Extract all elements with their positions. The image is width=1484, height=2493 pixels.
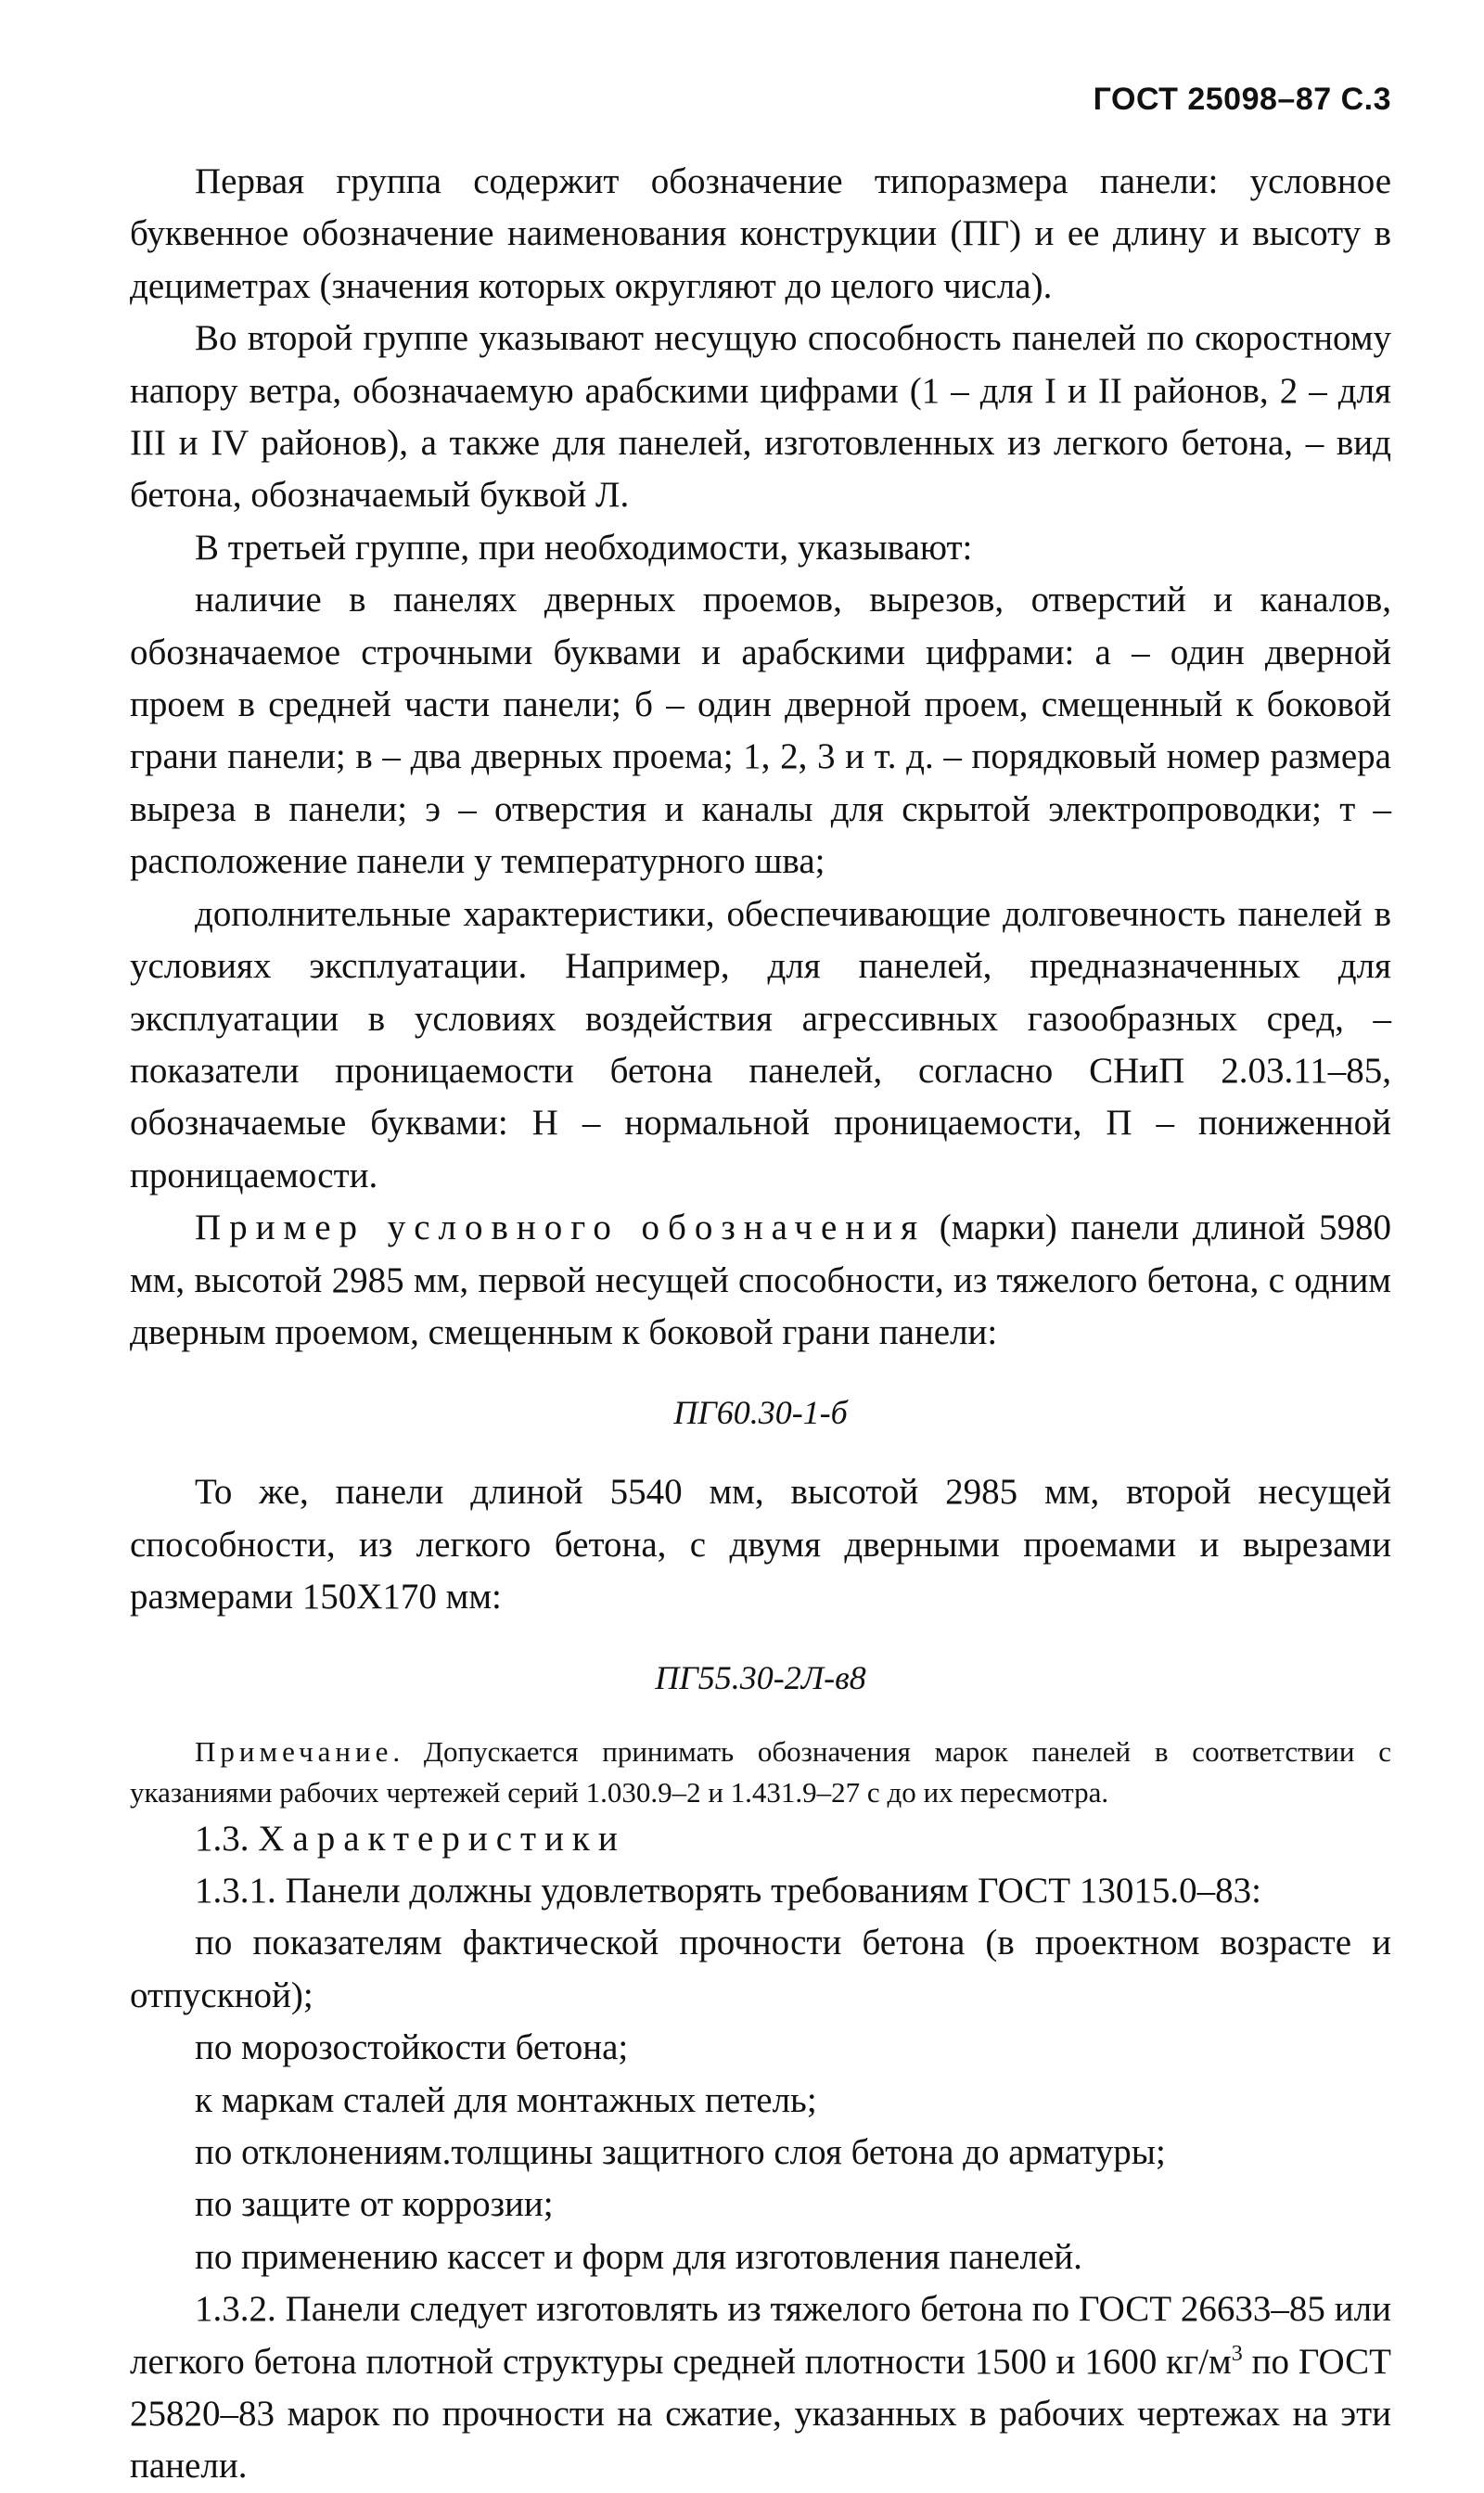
paragraph-1-3-2-part-b: по ГОСТ 25820–83 марок по прочности на сжатие, указанных в рабочих чертежах на эти панели.	[130, 2341, 1391, 2487]
list-item-frost: по морозостойкости бетона;	[195, 2027, 629, 2068]
paragraph-1-3-2	[130, 2283, 1391, 2493]
paragraph-1-3-2-part-a: 1.3.2. Панели следует изготовлять из тяжелого бетона по ГОСТ 26633–85 или легкого бетона плотной структуры средней плотности 1500 и 1600 кг/м	[130, 2289, 1391, 2382]
page-header: ГОСТ 25098–87 С.3	[1093, 82, 1391, 117]
list-item-strength: по показателям фактической прочности бетона (в проектном возрасте и отпускной);	[130, 1923, 1391, 2015]
note	[130, 1732, 1391, 1813]
document-body	[130, 156, 1391, 2493]
note-text: . Допускается принимать обозначения марок панелей в соответствии с указаниями рабочих чертежей серий 1.030.9–2 и 1.431.9–27 с до их пересмотра.	[130, 1734, 1391, 1809]
example-text: (марки) панели длиной 5980 мм, высотой 2985 мм, первой несущей способности, из тяжелого бетона, с одним дверным проемом, смещенным к боковой грани панели:	[130, 1208, 1391, 1352]
paragraph-durability: дополнительные характеристики, обеспечивающие долговечность панелей в условиях эксплуатации. Например, для панелей, предназначенных для эксплуатации в условиях воздействия агрессивных газообразных сред, – показатели проницаемости бетона панелей, согласно СНиП 2.03.11–85, обозначаемые буквами: Н – нормальной проницаемости, П – пониженной проницаемости.	[130, 893, 1391, 1195]
list-item-forms: по применению кассет и форм для изготовления панелей.	[195, 2236, 1082, 2277]
paragraph-second-group: Во второй группе указывают несущую способность панелей по скоростному напору ветра, обозначаемую арабскими цифрами (1 – для I и II районов, 2 – для III и IV районов), а также для панелей, изготовленных из легкого бетона, – вид бетона, обозначаемый буквой Л.	[130, 318, 1391, 516]
paragraph-example-2: То же, панели длиной 5540 мм, высотой 2985 мм, второй несущей способности, из легкого бетона, с двумя дверными проемами и вырезами размерами 150Х170 мм:	[130, 1472, 1391, 1617]
example-label: Пример условного обозначения	[195, 1208, 927, 1248]
list-item-steel: к маркам сталей для монтажных петель;	[195, 2079, 817, 2120]
designation-example-1: ПГ60.30-1-б	[673, 1394, 848, 1432]
section-heading	[130, 1813, 1391, 1865]
paragraph-first-group: Первая группа содержит обозначение типоразмера панели: условное буквенное обозначение наименования конструкции (ПГ) и ее длину и высоту в дециметрах (значения которых округляют до целого числа).	[130, 161, 1391, 306]
list-item-cover: по отклонениям.толщины защитного слоя бетона до арматуры;	[195, 2132, 1166, 2172]
section-number: 1.3.	[195, 1818, 259, 1859]
superscript-3: 3	[1231, 2341, 1243, 2366]
paragraph-openings: наличие в панелях дверных проемов, вырезов, отверстий и каналов, обозначаемое строчными буквами и арабскими цифрами: а – один дверной проем в средней части панели; б – один дверной проем, смещенный к боковой грани панели; в – два дверных проема; 1, 2, 3 и т. д. – порядковый номер размера выреза в панели; э – отверстия и каналы для скрытой электропроводки; т – расположение панели у температурного шва;	[130, 580, 1391, 882]
paragraph-example	[130, 1202, 1391, 1359]
note-label: Примечание	[195, 1734, 393, 1768]
list-item-corrosion: по защите от коррозии;	[195, 2184, 554, 2225]
section-title: Характеристики	[258, 1818, 626, 1859]
designation-example-2: ПГ55.30-2Л-в8	[655, 1658, 866, 1696]
paragraph-third-group: В третьей группе, при необходимости, указывают:	[195, 527, 973, 568]
paragraph-1-3-1: 1.3.1. Панели должны удовлетворять требованиям ГОСТ 13015.0–83:	[195, 1870, 1261, 1911]
